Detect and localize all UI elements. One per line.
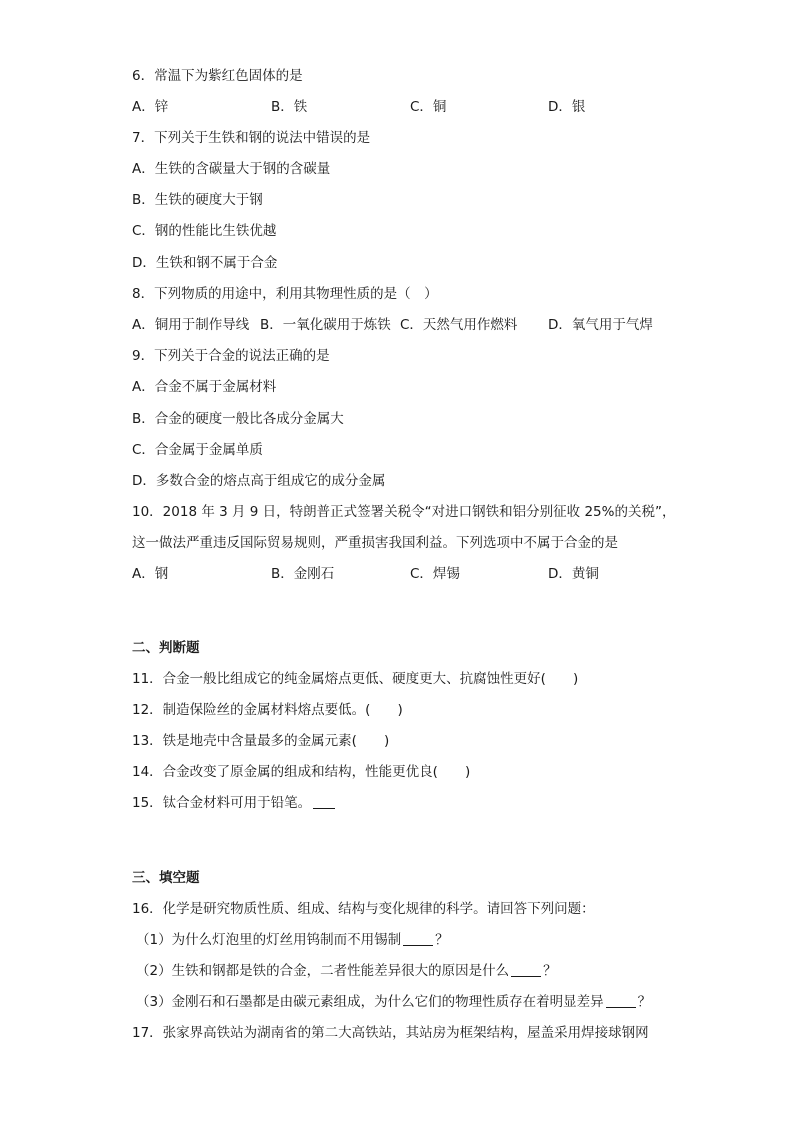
question-17-stem: 17．张家界高铁站为湖南省的第二大高铁站，其站房为框架结构，屋盖采用焊接球钢网 [132, 1025, 649, 1041]
answer-blank[interactable] [511, 962, 541, 977]
q6-option-a: A．锌 [132, 99, 169, 115]
q10-option-d: D．黄铜 [548, 566, 599, 582]
q8-option-d: D．氧气用于气焊 [548, 317, 653, 333]
question-16-sub-3 [136, 993, 651, 1011]
question-10-stem-line-1: 10．2018 年 3 月 9 日，特朗普正式签署关税令“对进口钢铁和铝分别征收 25%的关税”， [132, 504, 676, 520]
section-2-heading: 二、判断题 [132, 640, 200, 656]
q9-option-a: A．合金不属于金属材料 [132, 379, 277, 395]
q16-sub3-text: （3）金刚石和石墨都是由碳元素组成，为什么它们的物理性质存在着明显差异 [136, 994, 604, 1010]
question-12: 12．制造保险丝的金属材料熔点要低。( ) [132, 702, 403, 718]
q9-option-c: C．合金属于金属单质 [132, 442, 263, 458]
question-11: 11．合金一般比组成它的纯金属熔点更低、硬度更大、抗腐蚀性更好( ) [132, 671, 579, 687]
q8-option-a: A．铜用于制作导线 [132, 317, 250, 333]
q9-option-d: D．多数合金的熔点高于组成它的成分金属 [132, 473, 386, 489]
answer-blank[interactable] [403, 931, 433, 946]
q6-option-d: D．银 [548, 99, 586, 115]
q10-option-c: C．焊锡 [410, 566, 460, 582]
answer-blank[interactable] [606, 993, 636, 1008]
question-16-sub-2 [136, 962, 557, 980]
q7-option-c: C．钢的性能比生铁优越 [132, 223, 277, 239]
question-13: 13．铁是地壳中含量最多的金属元素( ) [132, 733, 390, 749]
q7-option-b: B．生铁的硬度大于钢 [132, 192, 263, 208]
q6-option-c: C．铜 [410, 99, 447, 115]
q7-option-d: D．生铁和钢不属于合金 [132, 255, 278, 271]
question-mark: ？ [543, 963, 557, 979]
q6-option-b: B．铁 [271, 99, 308, 115]
question-16-stem: 16．化学是研究物质性质、组成、结构与变化规律的科学。请回答下列问题： [132, 901, 595, 917]
question-15 [132, 794, 337, 812]
answer-blank[interactable] [313, 794, 335, 809]
question-7-stem: 7．下列关于生铁和钢的说法中错误的是 [132, 130, 371, 146]
q16-sub2-text: （2）生铁和钢都是铁的合金，二者性能差异很大的原因是什么 [136, 963, 510, 979]
q10-option-a: A．钢 [132, 566, 169, 582]
section-3-heading: 三、填空题 [132, 870, 200, 886]
q8-option-b: B．一氧化碳用于炼铁 [260, 317, 391, 333]
question-14: 14．合金改变了原金属的组成和结构，性能更优良( ) [132, 764, 471, 780]
q10-option-b: B．金刚石 [271, 566, 335, 582]
question-15-text: 15．钛合金材料可用于铅笔。 [132, 795, 312, 811]
question-8-stem: 8．下列物质的用途中，利用其物理性质的是（ ） [132, 286, 438, 302]
question-16-sub-1 [136, 931, 449, 949]
question-10-stem-line-2: 这一做法严重违反国际贸易规则，严重损害我国利益。下列选项中不属于合金的是 [132, 535, 618, 551]
question-mark: ？ [637, 994, 652, 1010]
q9-option-b: B．合金的硬度一般比各成分金属大 [132, 411, 344, 427]
q7-option-a: A．生铁的含碳量大于钢的含碳量 [132, 161, 331, 177]
question-mark: ？ [435, 932, 449, 948]
question-6-stem: 6．常温下为紫红色固体的是 [132, 68, 303, 84]
question-9-stem: 9．下列关于合金的说法正确的是 [132, 348, 330, 364]
q8-option-c: C．天然气用作燃料 [400, 317, 518, 333]
q16-sub1-text: （1）为什么灯泡里的灯丝用钨制而不用锡制 [136, 932, 402, 948]
